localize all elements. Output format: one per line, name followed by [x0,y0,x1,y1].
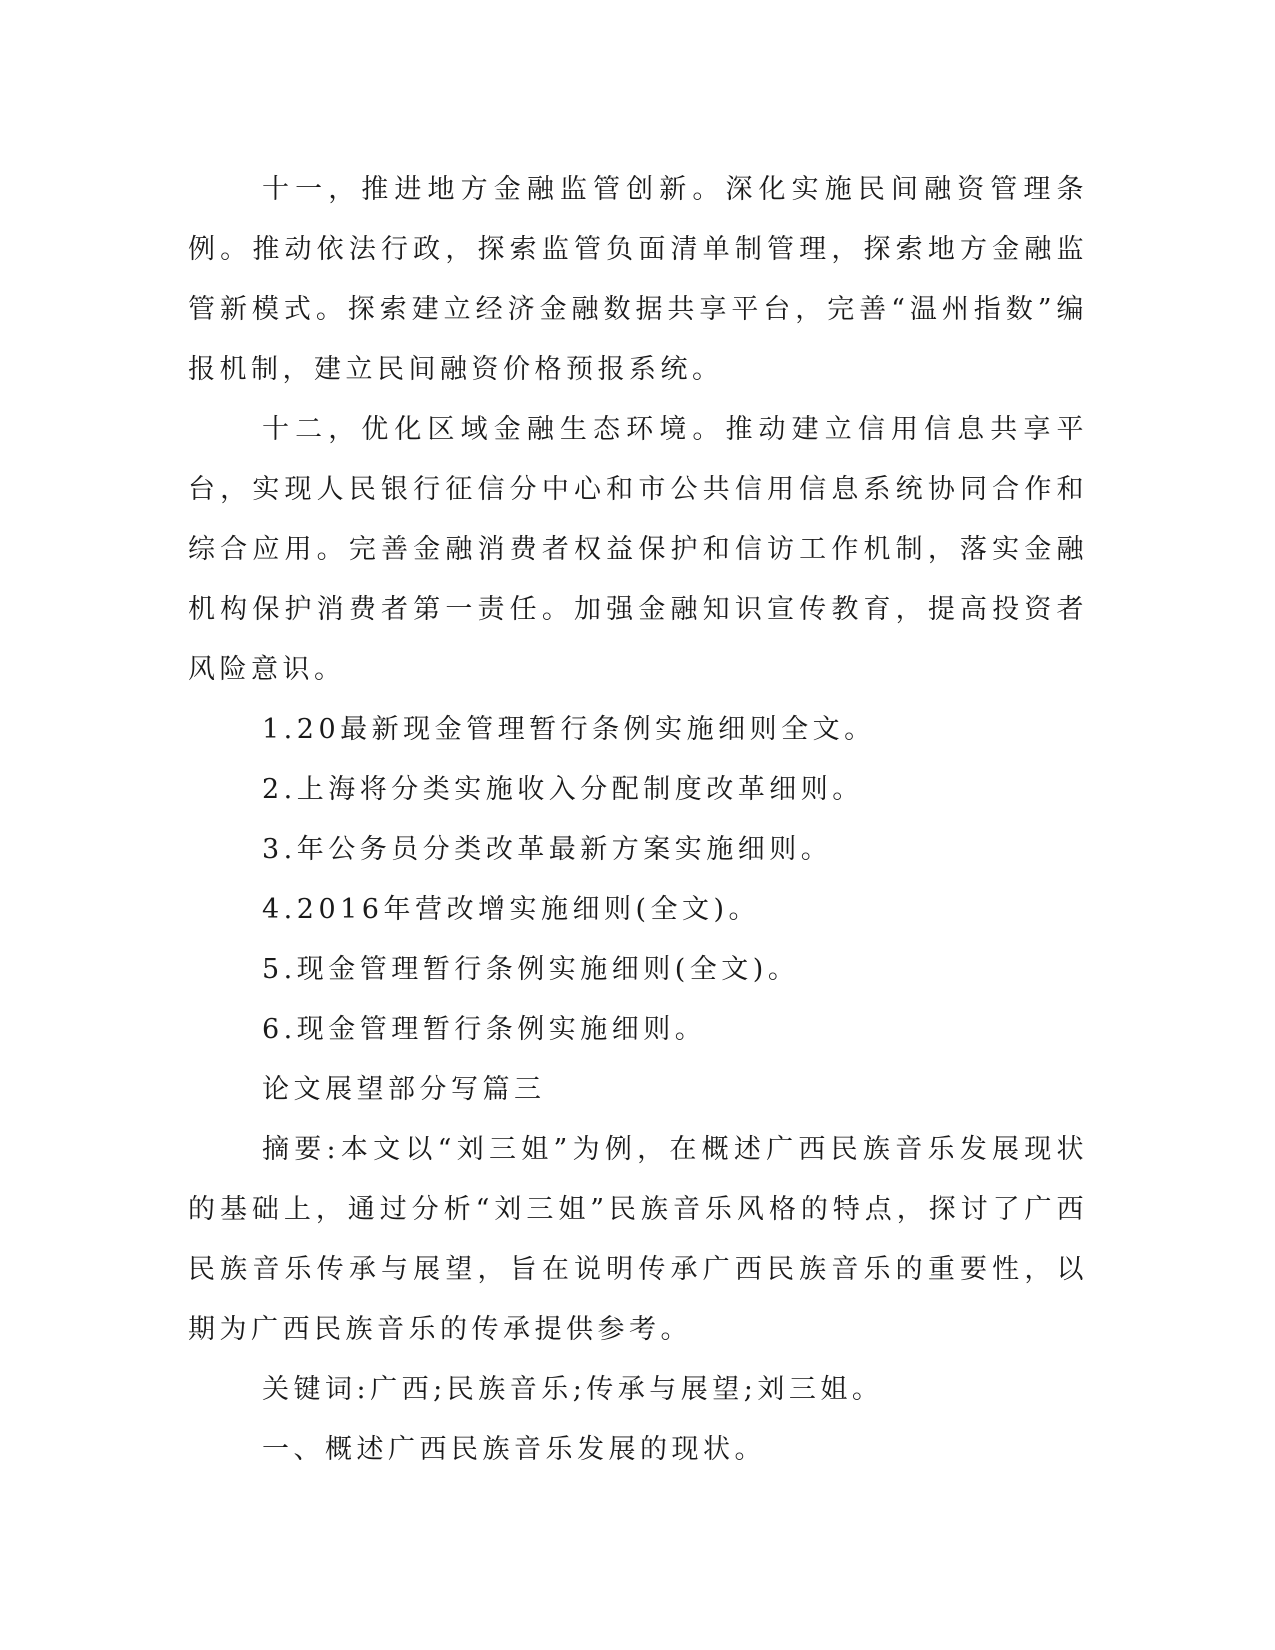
paragraph-financial-regulation: 十一，推进地方金融监管创新。深化实施民间融资管理条例。推动依法行政，探索监管负面清单制管理，探索地方金融监管新模式。探索建立经济金融数据共享平台，完善“温州指数”编报机制，建立民间融资价格预报系统。 [188,174,1088,385]
abstract-paragraph: 摘要:本文以“刘三姐”为例，在概述广西民族音乐发展现状的基础上，通过分析“刘三姐”民族音乐风格的特点，探讨了广西民族音乐传承与展望，旨在说明传承广西民族音乐的重要性，以期为广西民族音乐的传承提供参考。 [188,1134,1088,1345]
list-item: 4.2016年营改增实施细则(全文)。 [262,894,761,925]
keywords-line: 关键词:广西;民族音乐;传承与展望;刘三姐。 [262,1374,884,1405]
list-item: 3.年公务员分类改革最新方案实施细则。 [262,834,833,865]
list-item: 5.现金管理暂行条例实施细则(全文)。 [262,954,800,985]
list-item: 1.20最新现金管理暂行条例实施细则全文。 [262,714,876,745]
section-title: 论文展望部分写篇三 [262,1074,546,1105]
list-item: 6.现金管理暂行条例实施细则。 [262,1014,707,1045]
list-item: 2.上海将分类实施收入分配制度改革细则。 [262,774,864,805]
heading-one: 一、概述广西民族音乐发展的现状。 [262,1434,766,1465]
document-body [188,160,1088,1480]
paragraph-financial-ecology: 十二，优化区域金融生态环境。推动建立信用信息共享平台，实现人民银行征信分中心和市公共信用信息系统协同合作和综合应用。完善金融消费者权益保护和信访工作机制，落实金融机构保护消费者第一责任。加强金融知识宣传教育，提高投资者风险意识。 [188,414,1088,685]
